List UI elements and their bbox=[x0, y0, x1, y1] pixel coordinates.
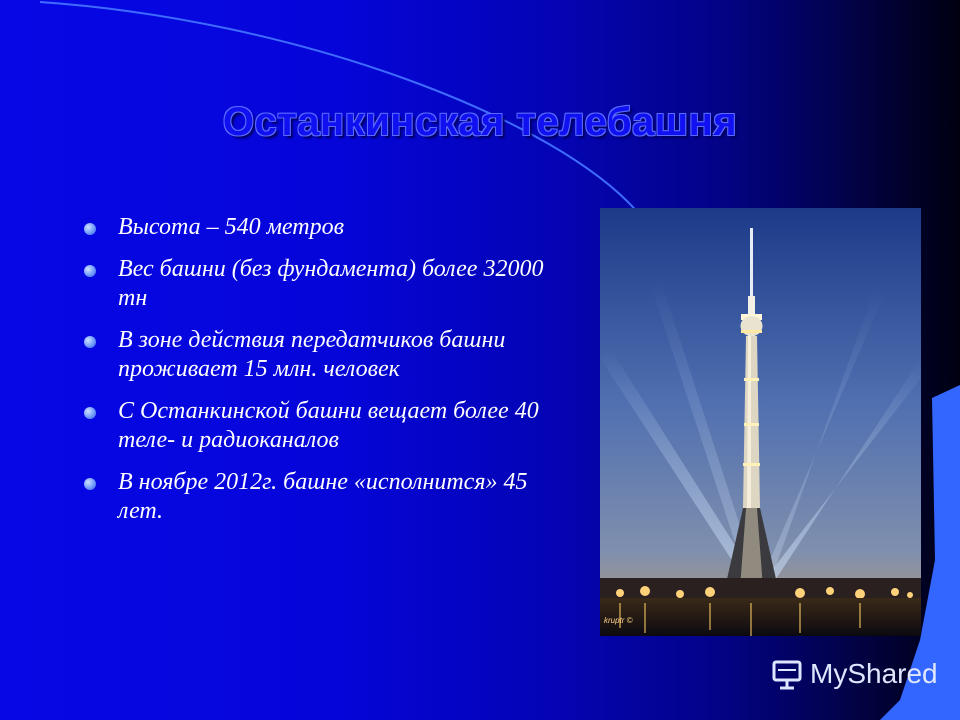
bullet-icon bbox=[84, 478, 96, 490]
bullet-item bbox=[84, 468, 554, 526]
bullet-icon bbox=[84, 407, 96, 419]
bullet-text: В ноябре 2012г. башне «исполнится» 45 лет. bbox=[118, 469, 528, 524]
bullet-text: В зоне действия передатчиков башни проживает 15 млн. человек bbox=[118, 327, 506, 382]
ostankino-tower-image bbox=[600, 208, 921, 636]
bullet-text: Вес башни (без фундамента) более 32000 тн bbox=[118, 256, 544, 311]
bullet-item bbox=[84, 397, 554, 455]
bullet-icon bbox=[84, 265, 96, 277]
bullet-icon bbox=[84, 223, 96, 235]
bullet-item bbox=[84, 255, 554, 313]
slide-title: Останкинская телебашня bbox=[222, 100, 738, 144]
bullet-item bbox=[84, 326, 554, 384]
tower-photo bbox=[600, 208, 921, 636]
bullet-list bbox=[84, 213, 554, 539]
logo-text: MyShared bbox=[810, 658, 938, 689]
bullet-text: Высота – 540 метров bbox=[118, 214, 344, 240]
bullet-item bbox=[84, 213, 554, 242]
myshared-logo[interactable] bbox=[770, 654, 938, 694]
photo-watermark: kruptr © bbox=[604, 616, 633, 625]
bullet-text: С Останкинской башни вещает более 40 теле- и радиоканалов bbox=[118, 398, 539, 453]
presentation-board-icon bbox=[770, 657, 804, 691]
bullet-icon bbox=[84, 336, 96, 348]
